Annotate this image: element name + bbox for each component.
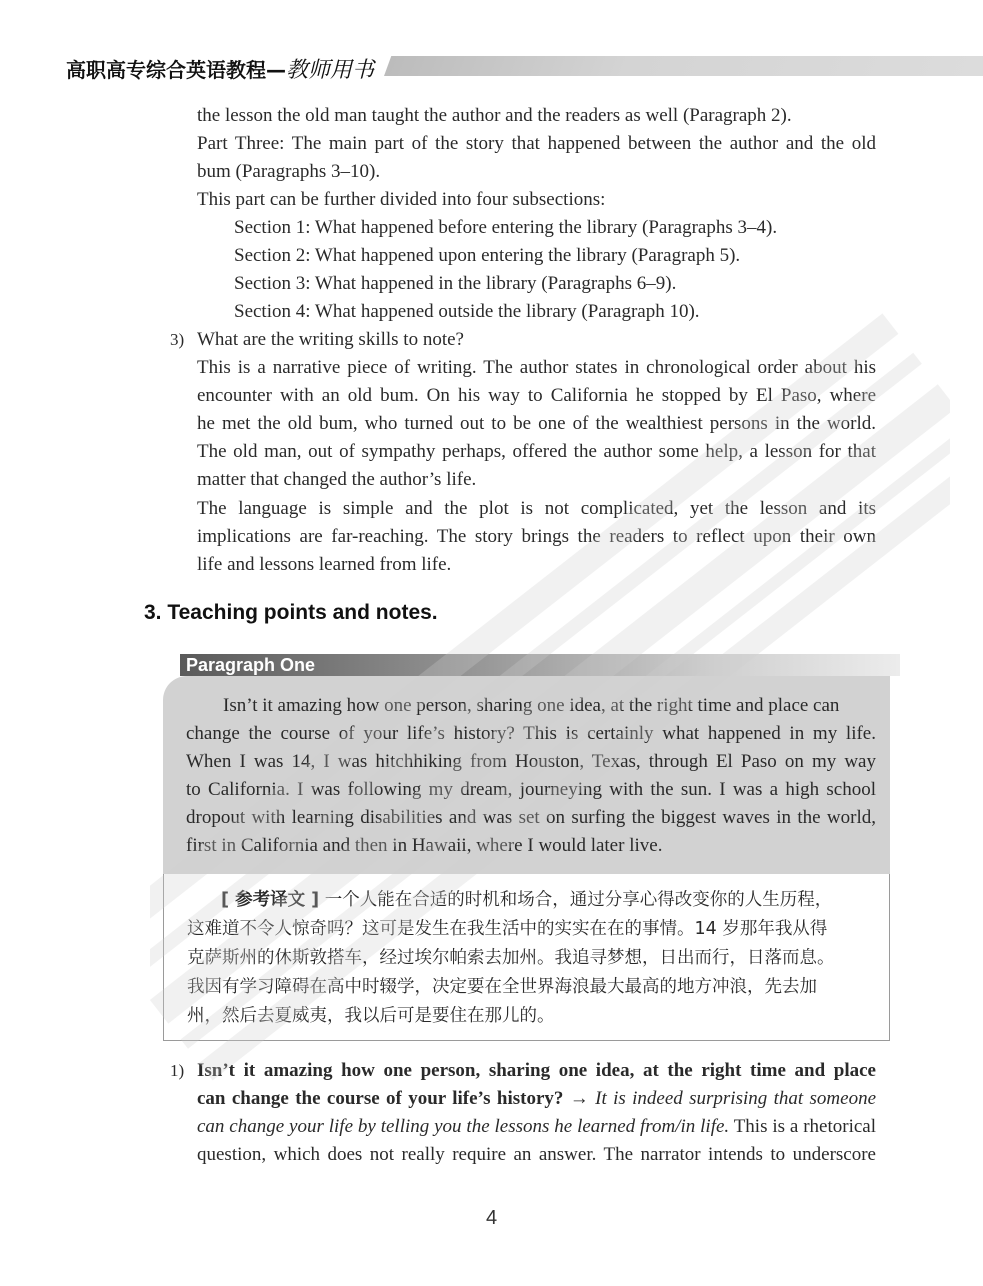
- translation-text: 一个人能在合适的时机和场合，通过分享心得改变你的人生历程，: [324, 890, 833, 910]
- quoted-paragraph-box: [163, 676, 890, 874]
- text-line: This part can be further divided into four subsections:: [197, 189, 606, 210]
- subsection-line: Section 4: What happened outside the library (Paragraph 10).: [234, 301, 700, 322]
- page-number: 4: [485, 1207, 498, 1229]
- arrow-icon: →: [563, 1088, 596, 1109]
- text-line: Part Three: The main part of the story that happened between the author and the old: [197, 133, 876, 154]
- translation-line: [221, 886, 832, 915]
- note-text: This is a rhetorical: [729, 1116, 876, 1137]
- answer-line: This is a narrative piece of writing. The author states in chronological order about his: [197, 357, 876, 378]
- answer-line: The language is simple and the plot is not complicated, yet the lesson and its: [197, 498, 876, 519]
- book-title: [66, 53, 374, 84]
- book-title-main: 高职高专综合英语教程—: [66, 58, 286, 82]
- quote-line: to California. I was following my dream, journeying with the sun. I was a high school: [186, 779, 876, 800]
- answer-line: implications are far-reaching. The story brings the readers to reflect upon their own: [197, 526, 876, 547]
- header-decor-bar: [384, 56, 983, 76]
- answer-line: he met the old bum, who turned out to be one of the wealthiest persons in the world.: [197, 413, 876, 434]
- translation-line: 州，然后去夏威夷，我以后可是要住在那儿的。: [187, 1006, 555, 1026]
- quote-line: first in California and then in Hawaii, where I would later live.: [186, 835, 663, 856]
- note-line: [197, 1113, 876, 1141]
- paragraph-tab: [180, 654, 900, 676]
- subsection-line: Section 2: What happened upon entering the library (Paragraph 5).: [234, 245, 741, 266]
- answer-line: life and lessons learned from life.: [197, 554, 452, 575]
- answer-line: The old man, out of sympathy perhaps, offered the author some help, a lesson for that: [197, 441, 876, 462]
- paragraph-tab-label: Paragraph One: [186, 655, 316, 675]
- translation-line: 我因有学习障碍在高中时辍学，决定要在全世界海浪最大最高的地方冲浪，先去加: [187, 977, 817, 997]
- quote-line: When I was 14, I was hitchhiking from Houston, Texas, through El Paso on my way: [186, 751, 876, 772]
- answer-line: encounter with an old bum. On his way to California he stopped by El Paso, where: [197, 385, 876, 406]
- page-header: [0, 46, 983, 84]
- translation-line: 这难道不令人惊奇吗？这可是发生在我生活中的实实在在的事情。14 岁那年我从得: [187, 919, 828, 939]
- translation-label: [ 参考译文 ]: [221, 890, 320, 910]
- question-text: What are the writing skills to note?: [197, 329, 464, 350]
- subsection-line: Section 1: What happened before entering the library (Paragraphs 3–4).: [234, 217, 778, 238]
- translation-box: [163, 874, 890, 1041]
- question-number: 3): [170, 330, 185, 349]
- section-heading: 3. Teaching points and notes.: [144, 601, 438, 624]
- text-line: the lesson the old man taught the author and the readers as well (Paragraph 2).: [197, 105, 792, 126]
- note-bold: can change the course of your life’s history?: [197, 1088, 564, 1109]
- note-line: question, which does not really require an answer. The narrator intends to underscore: [197, 1144, 876, 1165]
- quote-line: Isn’t it amazing how one person, sharing one idea, at the right time and place can: [223, 695, 840, 716]
- quote-line: change the course of your life’s history? This is certainly what happened in my life.: [186, 723, 876, 744]
- note-line: [197, 1085, 876, 1113]
- translation-line: 克萨斯州的休斯敦搭车，经过埃尔帕索去加州。我追寻梦想，日出而行，日落而息。: [187, 948, 835, 968]
- note-italic: can change your life by telling you the lessons he learned from/in life.: [197, 1116, 730, 1137]
- quote-line: dropout with learning disabilities and was set on surfing the biggest waves in the world,: [186, 807, 876, 828]
- text-line: bum (Paragraphs 3–10).: [197, 161, 381, 182]
- note-line: Isn’t it amazing how one person, sharing one idea, at the right time and place: [197, 1060, 876, 1081]
- book-title-sub: 教师用书: [286, 58, 375, 83]
- answer-line: matter that changed the author’s life.: [197, 469, 477, 490]
- note-italic: It is indeed surprising that someone: [595, 1088, 877, 1109]
- note-number: 1): [170, 1061, 185, 1080]
- subsection-line: Section 3: What happened in the library (Paragraphs 6–9).: [234, 273, 677, 294]
